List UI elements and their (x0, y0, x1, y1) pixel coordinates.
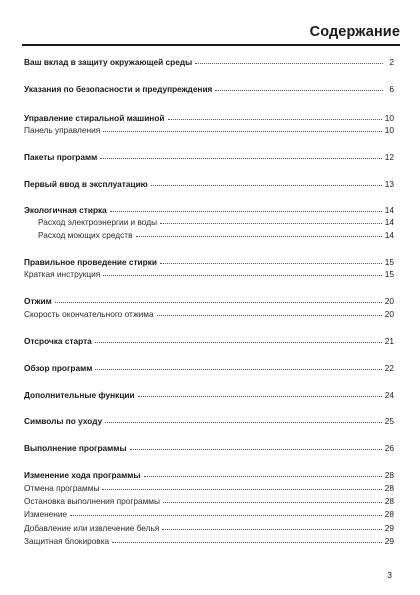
toc-entry-page: 28 (384, 509, 394, 519)
dot-leader (70, 507, 382, 516)
toc-section-entry[interactable] (24, 55, 394, 67)
toc-entry-label: Управление стиральной машиной (24, 113, 165, 123)
toc-entry-page: 10 (384, 113, 394, 123)
dot-leader (144, 468, 382, 477)
toc-entry-label: Скорость окончательного отжима (24, 309, 154, 319)
toc-entry-label: Указания по безопасности и предупреждения (24, 84, 213, 94)
dot-leader (195, 55, 383, 64)
toc-entry-label: Символы по уходу (24, 416, 103, 426)
toc-entry-label: Отсрочка старта (24, 336, 92, 346)
toc-entry-label: Краткая инструкция (24, 269, 101, 279)
dot-leader (136, 228, 382, 237)
toc-entry-page: 15 (384, 257, 394, 267)
dot-leader (95, 334, 382, 343)
toc-entry-label: Изменение (24, 509, 68, 519)
toc-section-entry[interactable] (24, 255, 394, 267)
toc-entry-page: 26 (384, 443, 394, 453)
toc-section-entry[interactable] (24, 203, 394, 215)
toc-entry-page: 2 (389, 57, 394, 67)
toc-entry-label: Экологичная стирка (24, 205, 107, 215)
dot-leader (110, 203, 382, 212)
toc-entry-label: Обзор программ (24, 363, 93, 373)
toc-entry-label: Отжим (24, 296, 52, 306)
toc-subsection-entry[interactable] (24, 215, 394, 227)
toc-entry-page: 21 (384, 336, 394, 346)
dot-leader (102, 481, 381, 490)
toc-entry-page: 14 (384, 230, 394, 240)
toc-entry-page: 13 (384, 179, 394, 189)
toc-subsection-entry[interactable] (24, 521, 394, 533)
toc-section-entry[interactable] (24, 177, 394, 189)
toc-section-entry[interactable] (24, 468, 394, 480)
toc-entry-page: 28 (384, 470, 394, 480)
toc-entry-page: 28 (384, 483, 394, 493)
dot-leader (103, 123, 382, 132)
dot-leader (112, 534, 382, 543)
toc-entry-label: Отмена программы (24, 483, 100, 493)
toc-subsection-entry[interactable] (24, 507, 394, 519)
toc-section-entry[interactable] (24, 111, 394, 123)
toc-subsection-entry[interactable] (24, 123, 394, 135)
toc-entry-label: Защитная блокировка (24, 536, 110, 546)
toc-section-entry[interactable] (24, 414, 394, 426)
dot-leader (163, 494, 382, 503)
toc-subsection-entry[interactable] (24, 228, 394, 240)
toc-entry-label: Изменение хода программы (24, 470, 141, 480)
dot-leader (103, 267, 382, 276)
toc-section-entry[interactable] (24, 82, 394, 94)
toc-entry-page: 20 (384, 309, 394, 319)
dot-leader (162, 521, 381, 530)
dot-leader (55, 294, 382, 303)
toc-entry-label: Правильное проведение стирки (24, 257, 157, 267)
toc-section-entry[interactable] (24, 150, 394, 162)
page-title: Содержание (309, 24, 400, 40)
toc-entry-page: 24 (384, 390, 394, 400)
toc-entry-page: 15 (384, 269, 394, 279)
dot-leader (160, 255, 382, 264)
toc-entry-page: 29 (384, 536, 394, 546)
toc-entry-label: Расход моющих средств (38, 230, 133, 240)
toc-entry-page: 25 (384, 416, 394, 426)
toc-section-entry[interactable] (24, 334, 394, 346)
toc-entry-label: Ваш вклад в защиту окружающей среды (24, 57, 193, 67)
page-number: 3 (387, 570, 392, 580)
dot-leader (100, 150, 382, 159)
toc-entry-label: Выполнение программы (24, 443, 127, 453)
dot-leader (168, 111, 382, 120)
toc-section-entry[interactable] (24, 361, 394, 373)
toc-subsection-entry[interactable] (24, 534, 394, 546)
toc-entry-page: 12 (384, 152, 394, 162)
toc-subsection-entry[interactable] (24, 494, 394, 506)
toc-entry-label: Дополнительные функции (24, 390, 135, 400)
dot-leader (105, 414, 382, 423)
toc-subsection-entry[interactable] (24, 307, 394, 319)
dot-leader (151, 177, 382, 186)
toc-section-entry[interactable] (24, 388, 394, 400)
header-divider (22, 44, 400, 46)
dot-leader (138, 388, 382, 397)
dot-leader (157, 307, 382, 316)
toc-subsection-entry[interactable] (24, 267, 394, 279)
toc-entry-label: Остановка выполнения программы (24, 496, 160, 506)
toc-entry-page: 20 (384, 296, 394, 306)
toc-entry-label: Первый ввод в эксплуатацию (24, 179, 148, 189)
toc-entry-page: 29 (384, 523, 394, 533)
dot-leader (130, 441, 382, 450)
dot-leader (95, 361, 381, 370)
toc-entry-label: Расход электроэнергии и воды (38, 217, 158, 227)
toc-entry-page: 14 (384, 205, 394, 215)
page-header (22, 22, 400, 44)
toc-entry-page: 10 (384, 125, 394, 135)
toc-entry-page: 28 (384, 496, 394, 506)
toc-entry-label: Добавление или извлечение белья (24, 523, 160, 533)
toc-entry-label: Пакеты программ (24, 152, 98, 162)
dot-leader (160, 215, 382, 224)
toc-entry-page: 14 (384, 217, 394, 227)
toc-subsection-entry[interactable] (24, 481, 394, 493)
toc-entry-page: 22 (384, 363, 394, 373)
dot-leader (215, 82, 383, 91)
toc-entry-page: 6 (389, 84, 394, 94)
toc-entry-label: Панель управления (24, 125, 101, 135)
toc-section-entry[interactable] (24, 441, 394, 453)
toc-section-entry[interactable] (24, 294, 394, 306)
